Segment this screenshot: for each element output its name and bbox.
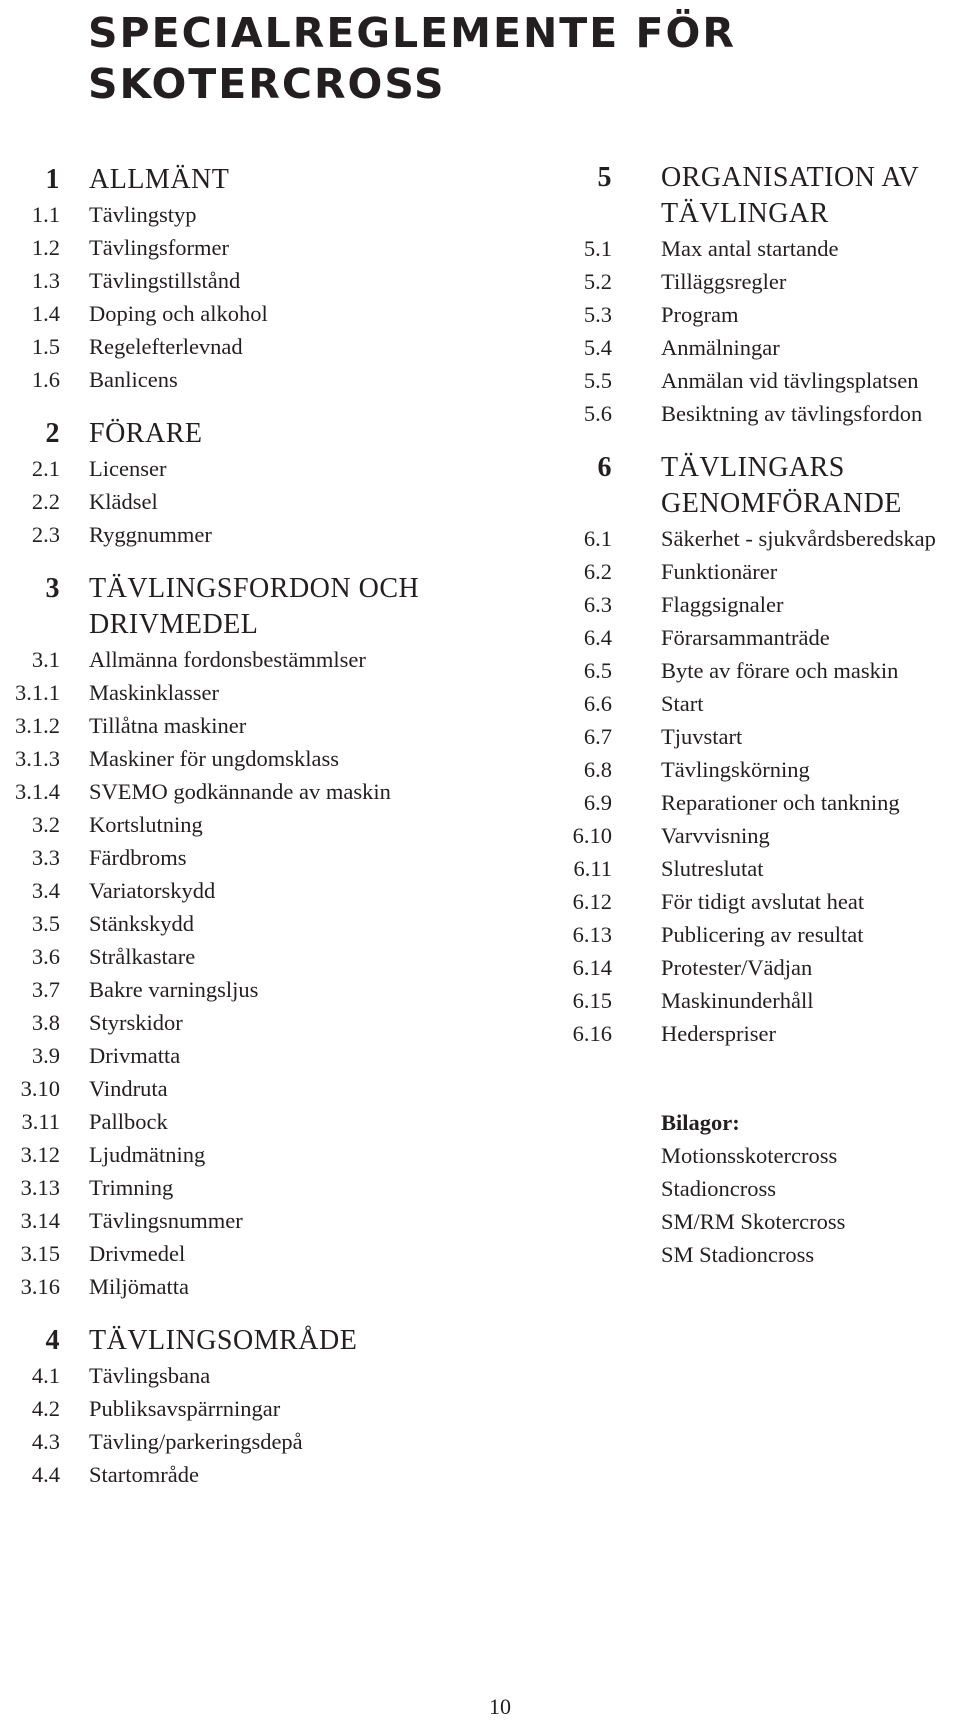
entry-number: 4.1 <box>31 1363 60 1388</box>
section-heading <box>0 1323 500 1359</box>
toc-entry <box>0 518 500 551</box>
entry-number: 3.7 <box>31 977 60 1002</box>
entry-number: 6.4 <box>583 625 612 650</box>
entry-label: Stänkskydd <box>89 911 195 936</box>
toc-entry <box>0 1006 500 1039</box>
entry-label: Ljudmätning <box>89 1142 206 1167</box>
entry-label: Funktionärer <box>661 559 778 584</box>
entry-label: Tävlingstillstånd <box>89 268 241 293</box>
toc-entry <box>0 1425 500 1458</box>
entry-number: 1.3 <box>31 268 60 293</box>
entry-label: Start <box>661 691 704 716</box>
appendix-title: Bilagor: <box>661 1110 740 1135</box>
toc-entry <box>520 753 960 786</box>
toc-entry <box>0 452 500 485</box>
section-number: 4 <box>45 1325 60 1356</box>
entry-label: Tävlingsbana <box>89 1363 211 1388</box>
entry-label: Flaggsignaler <box>661 592 784 617</box>
toc-entry <box>520 232 960 265</box>
toc-entry <box>520 397 960 430</box>
section-heading <box>0 571 500 643</box>
entry-label: Tjuvstart <box>661 724 743 749</box>
entry-label: Besiktning av tävlingsfordon <box>661 401 923 426</box>
section-title: TÄVLINGARS GENOMFÖRANDE <box>661 452 902 519</box>
toc-entry <box>0 940 500 973</box>
toc-entry <box>0 1072 500 1105</box>
toc-entry <box>520 364 960 397</box>
entry-label: Miljömatta <box>89 1274 189 1299</box>
entry-label: Drivmatta <box>89 1043 181 1068</box>
entry-number: 3.13 <box>20 1175 60 1200</box>
entry-label: Tävlingskörning <box>661 757 810 782</box>
entry-label: Drivmedel <box>89 1241 186 1266</box>
entry-label: Tävling/parkeringsdepå <box>89 1429 303 1454</box>
entry-number: 6.15 <box>572 988 612 1013</box>
entry-number: 3.1.2 <box>15 713 60 738</box>
entry-label: Maskinunderhåll <box>661 988 814 1013</box>
toc-entry <box>0 1204 500 1237</box>
entry-number: 1.1 <box>31 202 60 227</box>
entry-number: 3.1 <box>31 647 60 672</box>
page-title: SPECIALREGLEMENTE FÖR SKOTERCROSS <box>88 9 736 108</box>
toc-entry <box>520 720 960 753</box>
entry-label: Förarsammanträde <box>661 625 830 650</box>
entry-label: Trimning <box>89 1175 174 1200</box>
entry-label: Strålkastare <box>89 944 196 969</box>
entry-number: 6.13 <box>572 922 612 947</box>
toc-entry <box>520 555 960 588</box>
entry-number: 3.16 <box>20 1274 60 1299</box>
entry-number: 6.9 <box>583 790 612 815</box>
section-heading <box>0 416 500 452</box>
section-title: FÖRARE <box>89 418 203 449</box>
section-title: TÄVLINGSOMRÅDE <box>89 1325 358 1356</box>
appendix-item: SM Stadioncross <box>661 1242 815 1267</box>
section-heading <box>520 450 960 522</box>
toc-entry <box>0 676 500 709</box>
entry-number: 3.1.3 <box>15 746 60 771</box>
toc-entry <box>520 885 960 918</box>
entry-number: 5.4 <box>583 335 612 360</box>
entry-number: 3.1.1 <box>15 680 60 705</box>
toc-entry <box>0 330 500 363</box>
section-number: 2 <box>45 418 60 449</box>
entry-label: Klädsel <box>89 489 158 514</box>
toc-entry <box>520 852 960 885</box>
entry-number: 6.7 <box>583 724 612 749</box>
entry-number: 6.3 <box>583 592 612 617</box>
entry-number: 4.4 <box>31 1462 60 1487</box>
entry-label: Protester/Vädjan <box>661 955 813 980</box>
toc-section <box>520 450 960 1050</box>
toc-entry <box>0 907 500 940</box>
entry-number: 3.5 <box>31 911 60 936</box>
toc-entry <box>0 1270 500 1303</box>
toc-right-sections <box>520 160 960 1050</box>
entry-label: Allmänna fordonsbestämmlser <box>89 647 366 672</box>
entry-number: 6.8 <box>583 757 612 782</box>
entry-number: 3.12 <box>20 1142 60 1167</box>
entry-number: 6.10 <box>572 823 612 848</box>
entry-number: 3.11 <box>21 1109 60 1134</box>
entry-number: 5.3 <box>583 302 612 327</box>
toc-section <box>0 416 500 551</box>
toc-entry <box>0 297 500 330</box>
entry-label: Reparationer och tankning <box>661 790 900 815</box>
entry-label: Banlicens <box>89 367 178 392</box>
section-number: 5 <box>597 162 612 193</box>
entry-number: 3.10 <box>20 1076 60 1101</box>
entry-label: Tilläggsregler <box>661 269 787 294</box>
entry-number: 5.1 <box>583 236 612 261</box>
toc-entry <box>0 742 500 775</box>
appendix-item: SM/RM Skotercross <box>661 1209 846 1234</box>
entry-label: Maskinklasser <box>89 680 219 705</box>
entry-label: Licenser <box>89 456 167 481</box>
entry-label: Styrskidor <box>89 1010 183 1035</box>
toc-section <box>0 571 500 1303</box>
toc-entry <box>0 1039 500 1072</box>
toc-entry <box>520 654 960 687</box>
entry-label: Varvvisning <box>661 823 770 848</box>
entry-label: Tävlingsnummer <box>89 1208 243 1233</box>
entry-number: 1.4 <box>31 301 60 326</box>
appendix-item: Stadioncross <box>661 1176 776 1201</box>
entry-label: Säkerhet - sjukvårdsberedskap <box>661 526 936 551</box>
entry-number: 3.9 <box>31 1043 60 1068</box>
entry-label: Anmälan vid tävlingsplatsen <box>661 368 919 393</box>
toc-entry <box>0 363 500 396</box>
toc-right-column <box>520 160 960 1271</box>
entry-label: Maskiner för ungdomsklass <box>89 746 339 771</box>
entry-number: 5.2 <box>583 269 612 294</box>
toc-entry <box>520 588 960 621</box>
toc-entry <box>520 265 960 298</box>
entry-label: Max antal startande <box>661 236 839 261</box>
entry-label: Kortslutning <box>89 812 203 837</box>
toc-entry <box>0 841 500 874</box>
toc-entry <box>0 709 500 742</box>
toc-entry <box>0 1359 500 1392</box>
toc-entry <box>0 973 500 1006</box>
entry-label: För tidigt avslutat heat <box>661 889 865 914</box>
entry-number: 3.1.4 <box>15 779 60 804</box>
toc-entry <box>520 687 960 720</box>
entry-label: SVEMO godkännande av maskin <box>89 779 391 804</box>
entry-number: 6.11 <box>573 856 612 881</box>
section-number: 3 <box>45 573 60 604</box>
entry-number: 3.15 <box>20 1241 60 1266</box>
entry-number: 3.4 <box>31 878 60 903</box>
entry-label: Slutreslutat <box>661 856 764 881</box>
section-heading <box>520 160 960 232</box>
toc-entry <box>520 786 960 819</box>
toc-entry <box>520 621 960 654</box>
toc-entry <box>0 1458 500 1491</box>
entry-label: Variatorskydd <box>89 878 216 903</box>
entry-number: 3.6 <box>31 944 60 969</box>
toc-entry <box>0 1171 500 1204</box>
toc-entry <box>520 984 960 1017</box>
entry-number: 6.12 <box>572 889 612 914</box>
toc-entry <box>0 643 500 676</box>
entry-label: Ryggnummer <box>89 522 212 547</box>
entry-number: 4.3 <box>31 1429 60 1454</box>
entry-number: 6.2 <box>583 559 612 584</box>
section-heading <box>0 162 500 198</box>
entry-label: Vindruta <box>89 1076 168 1101</box>
entry-number: 3.2 <box>31 812 60 837</box>
entry-number: 3.14 <box>20 1208 60 1233</box>
entry-label: Publiksavspärrningar <box>89 1396 281 1421</box>
section-number: 6 <box>597 452 612 483</box>
entry-label: Publicering av resultat <box>661 922 864 947</box>
toc-entry <box>0 231 500 264</box>
toc-entry <box>0 1237 500 1270</box>
entry-number: 6.5 <box>583 658 612 683</box>
entry-label: Regelefterlevnad <box>89 334 243 359</box>
entry-number: 3.8 <box>31 1010 60 1035</box>
page-number: 10 <box>489 1694 511 1719</box>
section-number: 1 <box>45 164 60 195</box>
entry-label: Program <box>661 302 739 327</box>
toc-left-column <box>0 162 500 1511</box>
section-title: ALLMÄNT <box>89 164 230 195</box>
entry-number: 6.1 <box>583 526 612 551</box>
section-title: TÄVLINGSFORDON OCH DRIVMEDEL <box>89 573 420 640</box>
entry-number: 4.2 <box>31 1396 60 1421</box>
entry-label: Anmälningar <box>661 335 780 360</box>
toc-entry <box>0 1138 500 1171</box>
entry-number: 5.5 <box>583 368 612 393</box>
toc-entry <box>0 1392 500 1425</box>
toc-entry <box>520 522 960 555</box>
entry-number: 2.2 <box>31 489 60 514</box>
entry-label: Pallbock <box>89 1109 168 1134</box>
appendix-list <box>661 1106 960 1271</box>
entry-number: 3.3 <box>31 845 60 870</box>
entry-label: Hederspriser <box>661 1021 776 1046</box>
entry-number: 1.2 <box>31 235 60 260</box>
toc-entry <box>520 951 960 984</box>
entry-number: 6.14 <box>572 955 612 980</box>
toc-entry <box>0 874 500 907</box>
entry-label: Doping och alkohol <box>89 301 268 326</box>
entry-number: 6.16 <box>572 1021 612 1046</box>
toc-entry <box>0 264 500 297</box>
toc-entry <box>0 808 500 841</box>
section-title: ORGANISATION AV TÄVLINGAR <box>661 162 919 229</box>
entry-label: Färdbroms <box>89 845 187 870</box>
entry-label: Tävlingsformer <box>89 235 229 260</box>
toc-entry <box>520 331 960 364</box>
entry-number: 1.6 <box>31 367 60 392</box>
toc-entry <box>0 198 500 231</box>
appendix-item: Motionsskotercross <box>661 1143 838 1168</box>
toc-section <box>520 160 960 430</box>
entry-label: Tävlingstyp <box>89 202 197 227</box>
entry-label: Startområde <box>89 1462 199 1487</box>
toc-entry <box>0 775 500 808</box>
entry-number: 5.6 <box>583 401 612 426</box>
entry-number: 1.5 <box>31 334 60 359</box>
toc-entry <box>520 1017 960 1050</box>
entry-number: 2.3 <box>31 522 60 547</box>
toc-entry <box>520 918 960 951</box>
toc-section <box>0 1323 500 1491</box>
toc-entry <box>520 298 960 331</box>
entry-label: Bakre varningsljus <box>89 977 259 1002</box>
entry-label: Tillåtna maskiner <box>89 713 247 738</box>
entry-number: 6.6 <box>583 691 612 716</box>
toc-entry <box>0 485 500 518</box>
entry-number: 2.1 <box>31 456 60 481</box>
entry-label: Byte av förare och maskin <box>661 658 899 683</box>
toc-section <box>0 162 500 396</box>
toc-entry <box>520 819 960 852</box>
toc-entry <box>0 1105 500 1138</box>
